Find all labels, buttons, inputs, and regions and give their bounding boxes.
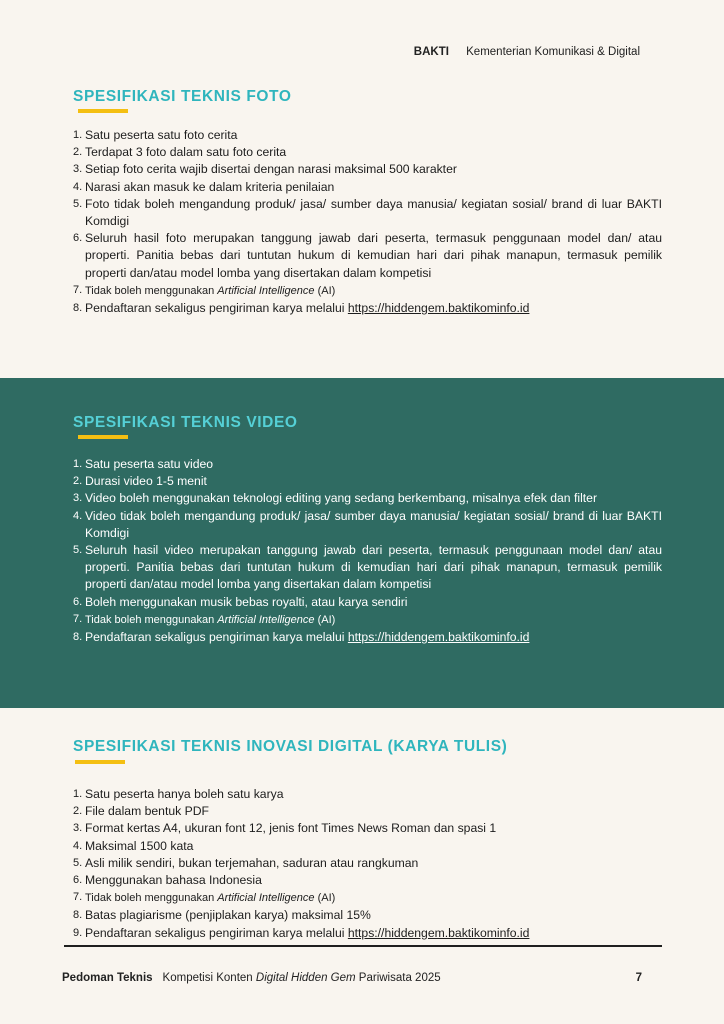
section-foto <box>0 88 724 317</box>
list-item <box>73 508 662 542</box>
list-item <box>73 872 662 889</box>
footer-text-em: Digital Hidden Gem <box>255 972 356 984</box>
list-item-text-main: Durasi video 1-5 menit <box>85 474 207 489</box>
list-item-text-main: Pendaftaran sekaligus pengiriman karya melalui <box>85 925 348 940</box>
list-item <box>73 889 662 907</box>
list-item <box>73 473 662 490</box>
list-item-number: 5. <box>73 197 83 210</box>
list-item-text <box>85 629 662 646</box>
list-item-text <box>85 127 662 144</box>
list-item-number: 3. <box>73 492 83 505</box>
list-item-text-main: Tidak boleh menggunakan <box>85 613 218 626</box>
list-item <box>73 282 662 300</box>
list-item-text-main: Narasi akan masuk ke dalam kriteria penilaian <box>85 179 335 194</box>
registration-link[interactable]: https://hiddengem.baktikominfo.id <box>347 301 530 316</box>
list-item <box>73 490 662 507</box>
list-item-text <box>85 179 662 196</box>
list-item <box>73 542 662 594</box>
list-item-emphasis: Artificial Intelligence <box>217 892 315 905</box>
list-item-text-main: Satu peserta hanya boleh satu karya <box>85 787 284 801</box>
list-item-text <box>85 456 662 473</box>
section-video <box>0 378 724 708</box>
list-item-text-main: Tidak boleh menggunakan <box>85 284 218 297</box>
list-item <box>73 127 662 144</box>
list-item-number: 8. <box>73 909 83 922</box>
list-item-text <box>85 925 662 942</box>
list-item-text-main: Pendaftaran sekaligus pengiriman karya melalui <box>85 301 348 316</box>
list-item <box>73 786 662 803</box>
list-item <box>73 594 662 611</box>
footer-text <box>62 972 441 984</box>
list-item-text <box>85 803 662 820</box>
list-item-number: 1. <box>73 458 83 470</box>
list-item-text-main: Menggunakan bahasa Indonesia <box>85 873 262 888</box>
list-item <box>73 907 662 924</box>
list-item-text <box>85 282 662 300</box>
list-item <box>73 803 662 820</box>
list-item-number: 3. <box>73 822 83 835</box>
registration-link[interactable]: https://hiddengem.baktikominfo.id <box>347 630 530 645</box>
header-ministry: Kementerian Komunikasi & Digital <box>466 46 640 58</box>
list-item-text <box>85 542 662 594</box>
list-item-text-main: Satu peserta satu foto cerita <box>85 128 238 142</box>
list-item-text-main: Boleh menggunakan musik bebas royalti, atau karya sendiri <box>85 594 408 609</box>
list-item-text <box>85 508 662 542</box>
list-item-text-post: (AI) <box>314 892 336 905</box>
spec-list <box>73 456 662 646</box>
list-item <box>73 144 662 161</box>
list-item-text <box>85 786 662 803</box>
registration-link[interactable]: https://hiddengem.baktikominfo.id <box>347 925 530 940</box>
list-item-number: 7. <box>73 283 83 296</box>
page-footer <box>62 972 652 984</box>
list-item-text-main: Pendaftaran sekaligus pengiriman karya melalui <box>85 630 348 645</box>
section-inovasi <box>0 738 724 942</box>
list-item-number: 6. <box>73 232 83 245</box>
list-item-text <box>85 594 662 611</box>
section-title: SPESIFIKASI TEKNIS INOVASI DIGITAL (KARYA TULIS) <box>73 738 508 755</box>
list-item-text <box>85 611 662 629</box>
list-item-text <box>85 161 662 178</box>
list-item-number: 2. <box>73 805 83 818</box>
list-item-text-main: Satu peserta satu video <box>85 457 214 471</box>
list-item-number: 7. <box>73 612 83 625</box>
footer-label: Pedoman Teknis <box>62 972 153 984</box>
list-item-number: 9. <box>73 926 83 939</box>
list-item-number: 2. <box>73 146 83 159</box>
list-item <box>73 456 662 473</box>
list-item-text-main: Video boleh menggunakan teknologi editing yang sedang berkembang, misalnya efek dan filter <box>85 491 597 506</box>
list-item-text-post: (AI) <box>314 284 336 297</box>
list-item <box>73 300 662 317</box>
list-item-number: 8. <box>73 631 83 644</box>
list-item-text-main: Seluruh hasil foto merupakan tanggung jawab dari peserta, termasuk penggunaan model dan/ atau properti. Panitia bebas dari tuntutan hukum di kemudian hari dari pihak manapun, termasuk pemilik properti dan/atau model lomba yang disertakan dalam kompetisi <box>85 231 662 280</box>
spec-list <box>73 786 662 942</box>
list-item-number: 1. <box>73 129 83 141</box>
list-item-text <box>85 490 662 507</box>
title-accent-bar <box>78 109 128 113</box>
list-item <box>73 855 662 872</box>
list-item-text <box>85 300 662 317</box>
list-item <box>73 838 662 855</box>
list-item-number: 4. <box>73 180 83 193</box>
list-item-text <box>85 889 662 907</box>
list-item <box>73 179 662 196</box>
list-item <box>73 196 662 230</box>
list-item <box>73 230 662 282</box>
list-item-text-main: Seluruh hasil video merupakan tanggung jawab dari peserta, termasuk penggunaan model dan/ atau properti. Panitia bebas dari tuntutan hukum di kemudian hari dari pihak manapun, termasuk pemilik properti dan/atau model lomba yang disertakan dalam kompetisi <box>85 543 662 592</box>
list-item-text-main: Batas plagiarisme (penjiplakan karya) maksimal 15% <box>85 908 371 923</box>
list-item-number: 3. <box>73 163 83 176</box>
list-item <box>73 161 662 178</box>
list-item-text-main: Maksimal 1500 kata <box>85 838 194 853</box>
list-item-number: 5. <box>73 544 83 557</box>
list-item-number: 7. <box>73 891 83 904</box>
header-org: BAKTI <box>413 46 449 58</box>
title-accent-bar <box>78 435 128 439</box>
list-item-text-main: Asli milik sendiri, bukan terjemahan, saduran atau rangkuman <box>85 855 419 870</box>
list-item-number: 1. <box>73 788 83 800</box>
list-item-number: 4. <box>73 509 83 522</box>
list-item-text <box>85 196 662 230</box>
footer-divider <box>64 945 662 947</box>
section-title: SPESIFIKASI TEKNIS FOTO <box>73 88 292 105</box>
list-item-text-main: Format kertas A4, ukuran font 12, jenis font Times News Roman dan spasi 1 <box>85 821 497 836</box>
list-item-text <box>85 473 662 490</box>
list-item-text <box>85 230 662 282</box>
list-item-emphasis: Artificial Intelligence <box>217 613 315 626</box>
list-item-text-main: Setiap foto cerita wajib disertai dengan narasi maksimal 500 karakter <box>85 162 457 177</box>
list-item-text-main: Foto tidak boleh mengandung produk/ jasa/ sumber daya manusia/ kegiatan sosial/ brand di luar BAKTI Komdigi <box>85 196 662 229</box>
list-item <box>73 820 662 837</box>
list-item-text <box>85 144 662 161</box>
footer-text-pre: Kompetisi Konten <box>162 972 256 984</box>
list-item-text-main: File dalam bentuk PDF <box>85 804 209 819</box>
list-item-number: 6. <box>73 874 83 887</box>
list-item-text <box>85 838 662 855</box>
footer-text-post: Pariwisata 2025 <box>355 972 441 984</box>
list-item <box>73 611 662 629</box>
list-item-emphasis: Artificial Intelligence <box>217 284 315 297</box>
list-item-number: 4. <box>73 839 83 852</box>
title-accent-bar <box>75 760 125 764</box>
page-header <box>414 46 640 58</box>
list-item-number: 2. <box>73 475 83 488</box>
list-item-text-main: Tidak boleh menggunakan <box>85 892 218 905</box>
list-item <box>73 629 662 646</box>
list-item-text-main: Terdapat 3 foto dalam satu foto cerita <box>85 145 287 160</box>
list-item-text-post: (AI) <box>314 613 336 626</box>
list-item-text-main: Video tidak boleh mengandung produk/ jasa/ sumber daya manusia/ kegiatan sosial/ brand di luar BAKTI Komdigi <box>85 508 662 540</box>
list-item-text <box>85 855 662 872</box>
spec-list <box>73 127 662 317</box>
list-item-number: 6. <box>73 595 83 608</box>
list-item-text <box>85 820 662 837</box>
list-item-text <box>85 907 662 924</box>
section-title: SPESIFIKASI TEKNIS VIDEO <box>73 414 298 431</box>
list-item-number: 8. <box>73 302 83 315</box>
list-item <box>73 925 662 942</box>
list-item-number: 5. <box>73 856 83 869</box>
page-number: 7 <box>635 972 642 984</box>
list-item-text <box>85 872 662 889</box>
